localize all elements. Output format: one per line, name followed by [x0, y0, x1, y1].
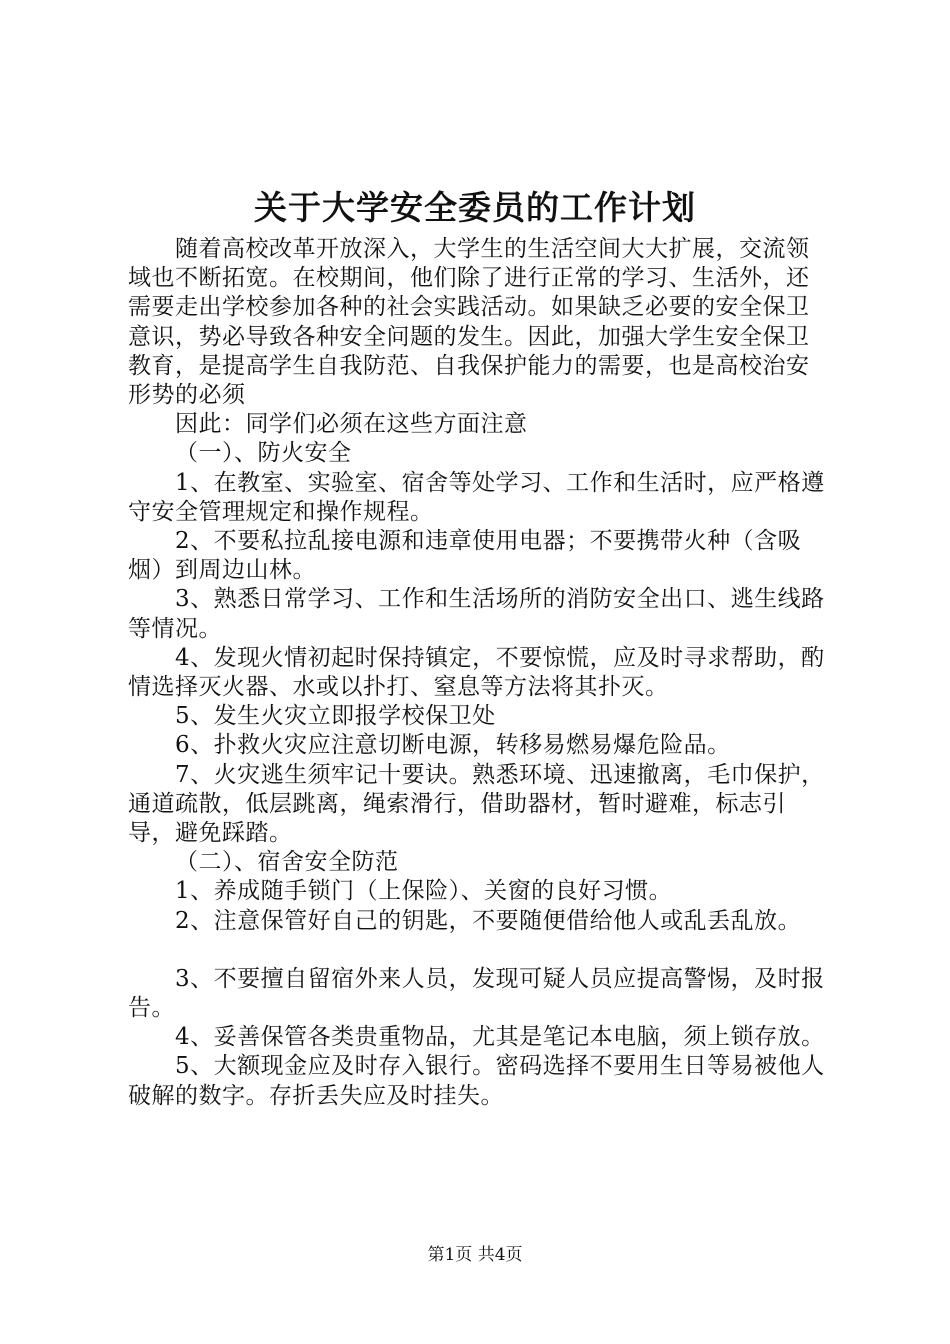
- list-item: 6、扑救火灾应注意切断电源，转移易燃易爆危险品。: [175, 732, 731, 759]
- document-body: [128, 235, 828, 1111]
- list-item: 4、发现火情初起时保持镇定，不要惊慌，应及时寻求帮助，酌情选择灭火器、水或以扑打、窒息等方法将其扑灭。: [128, 644, 825, 701]
- section-heading-dorm-safety: （二）、宿舍安全防范: [175, 849, 399, 876]
- list-item: 3、不要擅自留宿外来人员，发现可疑人员应提高警惕，及时报告。: [128, 965, 825, 1022]
- document-title: 关于大学安全委员的工作计划: [254, 188, 696, 227]
- list-item: 1、在教室、实验室、宿舍等处学习、工作和生活时，应严格遵守安全管理规定和操作规程。: [128, 469, 825, 525]
- page-indicator: 第1页 共4页: [427, 1245, 523, 1265]
- list-item: 1、养成随手锁门（上保险）、关窗的良好习惯。: [175, 878, 673, 905]
- list-item: 5、发生火灾立即报学校保卫处: [175, 703, 496, 730]
- paragraph-intro: 随着高校改革开放深入，大学生的生活空间大大扩展，交流领域也不断拓宽。在校期间，他们除了进行正常的学习、生活外，还需要走出学校参加各种的社会实践活动。如果缺乏必要的安全保卫意识，势必导致各种安全问题的发生。因此，加强大学生安全保卫教育，是提高学生自我防范、自我保护能力的需要，也是高校治安形势的必须: [128, 236, 810, 409]
- list-item: 5、大额现金应及时存入银行。密码选择不要用生日等易被他人破解的数字。存折丢失应及时挂失。: [128, 1053, 825, 1109]
- list-item: 2、注意保管好自己的钥匙，不要随便借给他人或乱丢乱放。: [175, 907, 802, 934]
- list-item: 4、妥善保管各类贵重物品，尤其是笔记本电脑，须上锁存放。: [175, 1024, 825, 1051]
- section-heading-fire-safety: （一）、防火安全: [175, 440, 352, 467]
- list-item: 7、火灾逃生须牢记十要诀。熟悉环境、迅速撤离，毛巾保护，通道疏散，低层跳离，绳索滑行，借助器材，暂时避难，标志引导，避免踩踏。: [128, 761, 825, 847]
- paragraph-notice: 因此：同学们必须在这些方面注意: [175, 411, 528, 438]
- list-item: 2、不要私拉乱接电源和违章使用电器；不要携带火种（含吸烟）到周边山林。: [128, 528, 802, 584]
- list-item: 3、熟悉日常学习、工作和生活场所的消防安全出口、逃生线路等情况。: [128, 586, 825, 642]
